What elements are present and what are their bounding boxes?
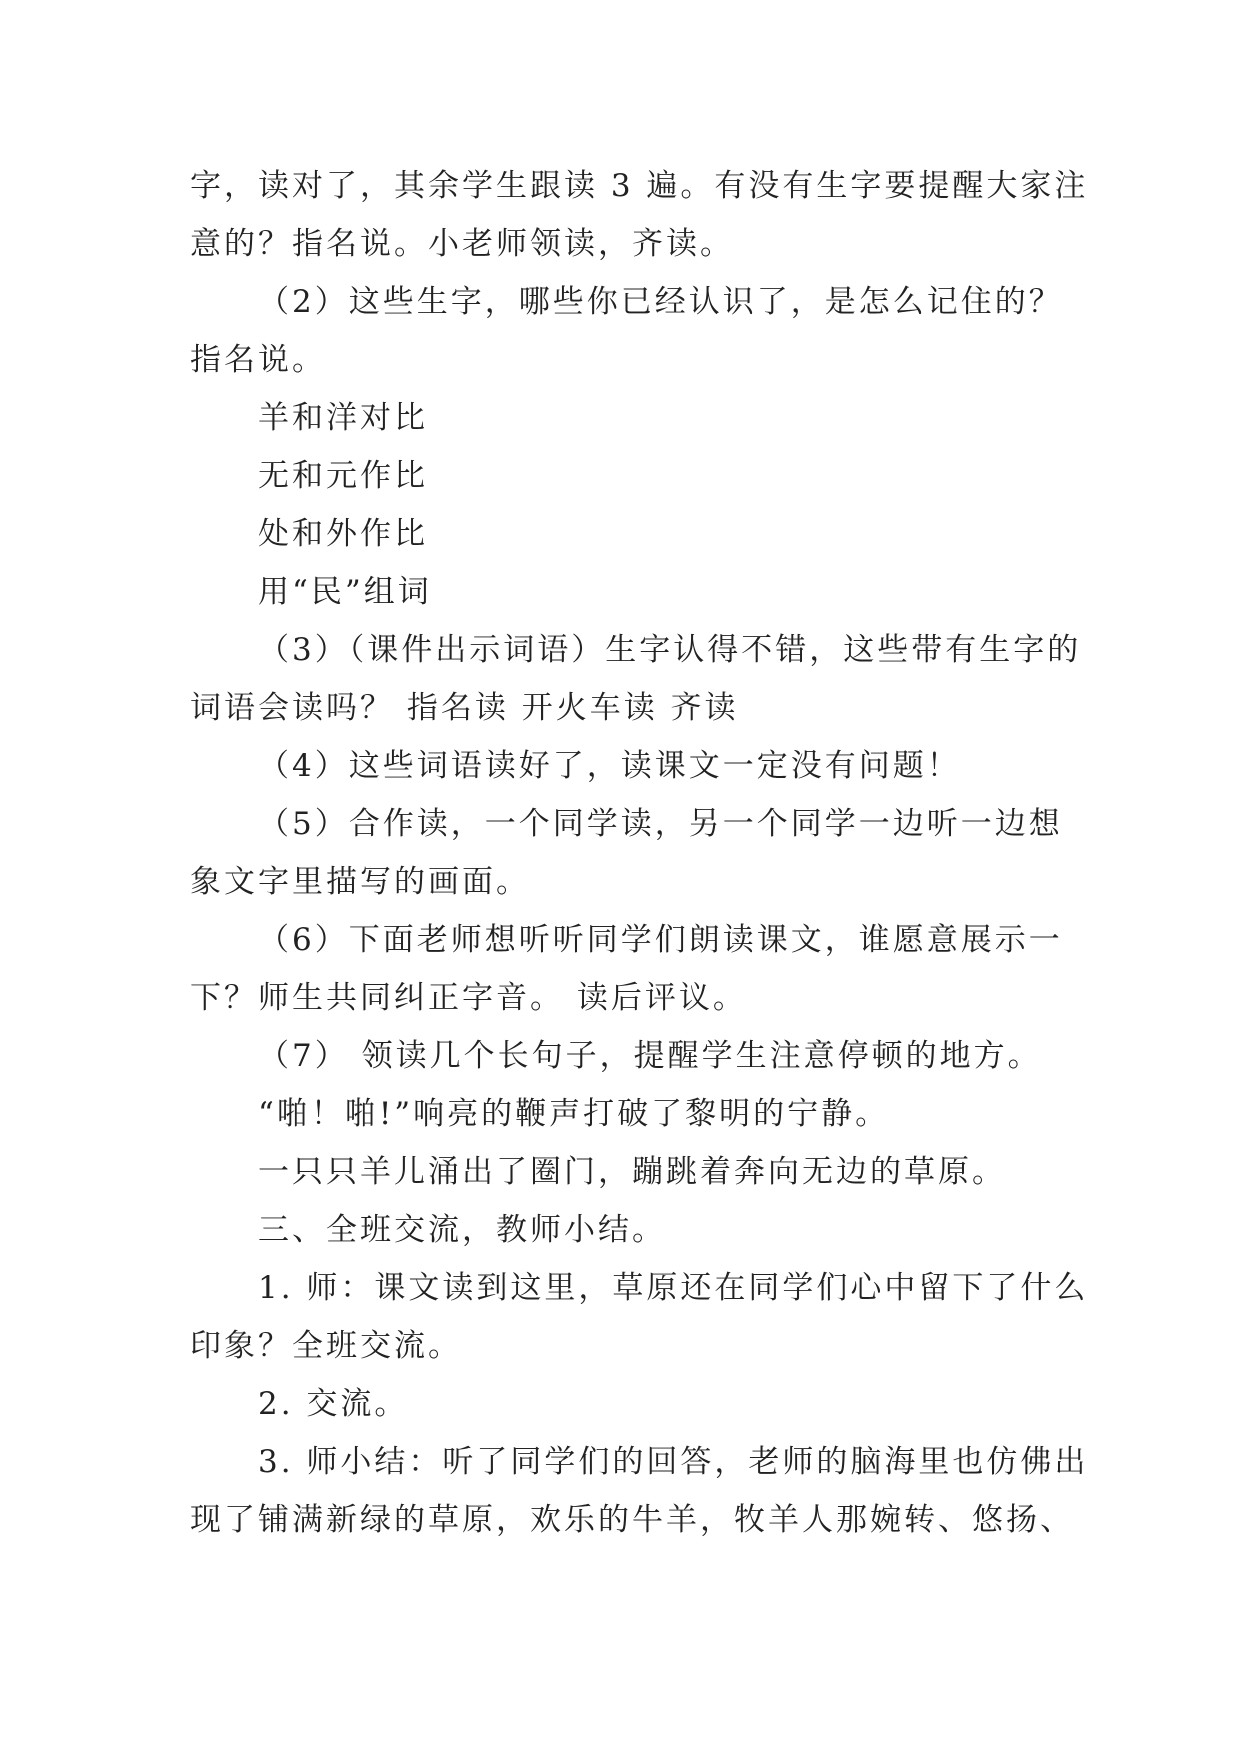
text-line: 2. 交流。: [258, 1386, 409, 1422]
section-heading: 三、全班交流，教师小结。: [258, 1212, 666, 1248]
text-line: 印象？全班交流。: [190, 1328, 462, 1364]
text-line: 指名说。: [190, 342, 326, 378]
text-line: 词语会读吗？ 指名读 开火车读 齐读: [190, 690, 739, 726]
text-line: 象文字里描写的画面。: [190, 864, 530, 900]
text-line: 下？师生共同纠正字音。 读后评议。: [190, 980, 747, 1016]
text-line: （7） 领读几个长句子，提醒学生注意停顿的地方。: [258, 1038, 1042, 1074]
text-line: 字，读对了，其余学生跟读 3 遍。有没有生字要提醒大家注: [190, 168, 1089, 204]
text-line: 一只只羊儿涌出了圈门，蹦跳着奔向无边的草原。: [258, 1154, 1006, 1190]
text-line: （5）合作读，一个同学读，另一个同学一边听一边想: [258, 806, 1063, 842]
text-line: 处和外作比: [258, 516, 428, 552]
text-line: （4）这些词语读好了，读课文一定没有问题！: [258, 748, 961, 784]
text-line: 3. 师小结：听了同学们的回答，老师的脑海里也仿佛出: [258, 1444, 1089, 1480]
text-line: （2）这些生字，哪些你已经认识了，是怎么记住的？: [258, 284, 1063, 320]
text-line: 1. 师：课文读到这里，草原还在同学们心中留下了什么: [258, 1270, 1089, 1306]
text-line: 用“民”组词: [258, 574, 432, 610]
text-line: 意的？指名说。小老师领读，齐读。: [190, 226, 734, 262]
text-line: （6）下面老师想听听同学们朗读课文，谁愿意展示一: [258, 922, 1063, 958]
text-line: （3）（课件出示词语）生字认得不错，这些带有生字的: [258, 632, 1082, 668]
text-line: 现了铺满新绿的草原，欢乐的牛羊，牧羊人那婉转、悠扬、: [190, 1502, 1074, 1538]
text-line: 无和元作比: [258, 458, 428, 494]
text-line: 羊和洋对比: [258, 400, 428, 436]
text-line: “啪！啪!”响亮的鞭声打破了黎明的宁静。: [258, 1096, 890, 1132]
